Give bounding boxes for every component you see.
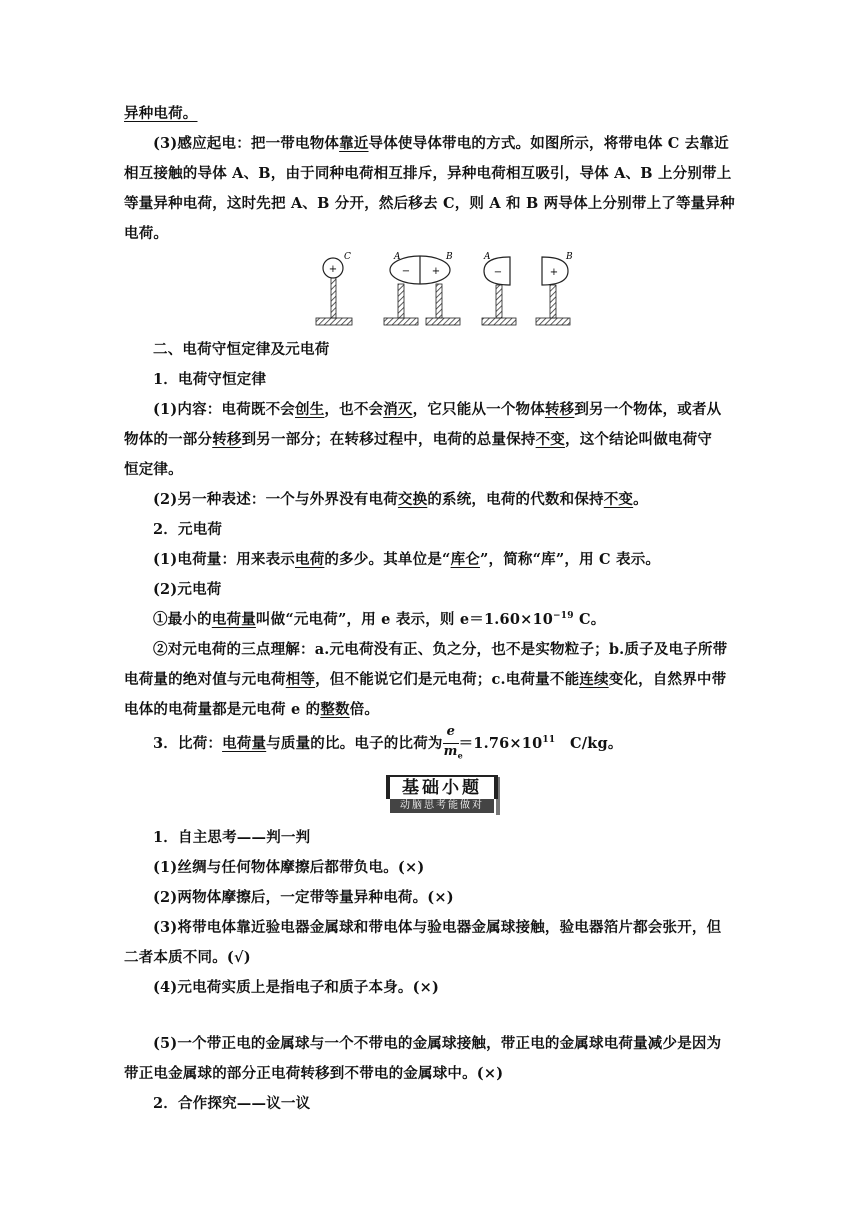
question-item: (3)将带电体靠近验电器金属球和带电体与验电器金属球接触，验电器箔片都会张开，但 bbox=[153, 919, 722, 936]
subsection-heading: 1．电荷守恒定律 bbox=[153, 371, 267, 388]
charged-body-c bbox=[316, 252, 352, 325]
conductor-b-separated bbox=[536, 252, 573, 325]
underlined-term: 相等 bbox=[285, 671, 316, 688]
underlined-term: 靠近 bbox=[339, 135, 369, 152]
text-span: ，这个结论叫做电荷守 bbox=[565, 431, 713, 448]
underlined-term: 消灭 bbox=[383, 401, 413, 418]
basic-questions-banner bbox=[386, 775, 502, 815]
text-span: (1)电荷量：用来表示 bbox=[153, 551, 296, 568]
underlined-term: 创生 bbox=[295, 401, 325, 418]
text-line: 相互接触的导体 A、B，由于同种电荷相互排斥，异种电荷相互吸引，导体 A、B 上分别带上 bbox=[124, 165, 732, 182]
induction-figure bbox=[310, 248, 580, 330]
question-item: (5)一个带正电的金属球与一个不带电的金属球接触，带正电的金属球电荷量减少是因为 bbox=[153, 1035, 722, 1052]
text-line bbox=[153, 550, 746, 570]
text-span: ，也不会 bbox=[324, 401, 384, 418]
underlined-term: 电荷量 bbox=[222, 735, 267, 752]
underlined-term: 电荷 bbox=[295, 551, 325, 568]
text-span: 变化，自然界中带 bbox=[608, 671, 727, 688]
text-span: 3．比荷： bbox=[153, 735, 223, 752]
text-span: 倍。 bbox=[349, 701, 380, 718]
text-line bbox=[124, 104, 746, 124]
text-line bbox=[153, 490, 746, 510]
text-line: 电荷。 bbox=[124, 225, 169, 242]
text-span: ，它只能从一个物体 bbox=[412, 401, 545, 418]
conductor-a-separated bbox=[482, 252, 516, 325]
label-b: B bbox=[446, 252, 453, 262]
text-span: 到另一部分；在转移过程中，电荷的总量保持 bbox=[241, 431, 536, 448]
text-span: 到另一个物体，或者从 bbox=[574, 401, 722, 418]
text-span: 电体的电荷量都是元电荷 e 的 bbox=[124, 701, 321, 718]
sign-label: + bbox=[431, 266, 441, 277]
banner-title: 基础小题 bbox=[386, 775, 498, 799]
question-item: (4)元电荷实质上是指电子和质子本身。(×) bbox=[153, 979, 440, 996]
question-item: (1)丝绸与任何物体摩擦后都带负电。(×) bbox=[153, 859, 425, 876]
text-span: ”，简称“库”，用 C 表示。 bbox=[479, 551, 661, 568]
text-line: 等量异种电荷，这时先把 A、B 分开，然后移去 C，则 A 和 B 两导体上分别带上了等量异种 bbox=[124, 195, 735, 212]
text-line-content: 异种电荷。 bbox=[124, 105, 198, 122]
exponent: −19 bbox=[553, 611, 574, 622]
text-span: (3)感应起电：把一带电物体 bbox=[153, 135, 340, 152]
text-span: 叫做“元电荷”，用 e 表示，则 e＝1.60×10 bbox=[255, 611, 554, 628]
subsection-heading: 2．元电荷 bbox=[153, 521, 223, 538]
underlined-term: 整数 bbox=[320, 701, 350, 718]
underlined-term: 不变 bbox=[535, 431, 566, 448]
sign-label: − bbox=[401, 266, 411, 277]
text-span: 的系统，电荷的代数和保持 bbox=[427, 491, 604, 508]
text-span: (2)另一种表述：一个与外界没有电荷 bbox=[153, 491, 398, 508]
label-b: B bbox=[566, 252, 573, 262]
question-item-continued: 带正电金属球的部分正电荷转移到不带电的金属球中。(×) bbox=[124, 1065, 504, 1082]
underlined-term: 不变 bbox=[603, 491, 634, 508]
underlined-term: 连续 bbox=[579, 671, 609, 688]
text-line bbox=[153, 724, 746, 761]
text-span: (1)内容：电荷既不会 bbox=[153, 401, 296, 418]
text-span: ，但不能说它们是元电荷；c.电荷量不能 bbox=[315, 671, 580, 688]
conductor-ab-joined bbox=[384, 252, 460, 325]
text-span: 电荷量的绝对值与元电荷 bbox=[124, 671, 286, 688]
sign-label: − bbox=[493, 267, 503, 278]
text-line: 恒定律。 bbox=[124, 461, 183, 478]
text-line bbox=[124, 430, 746, 450]
underlined-term: 转移 bbox=[212, 431, 242, 448]
text-span: C。 bbox=[573, 611, 606, 628]
underlined-term: 库仑 bbox=[450, 551, 480, 568]
subsection-heading: 2．合作探究——议一议 bbox=[153, 1095, 311, 1112]
text-span: 物体的一部分 bbox=[124, 431, 213, 448]
underlined-term: 交换 bbox=[397, 491, 428, 508]
banner-subtitle: 动脑思考能做对 bbox=[390, 799, 494, 813]
text-line bbox=[124, 700, 746, 720]
text-line bbox=[153, 610, 746, 630]
text-span: C/kg。 bbox=[555, 735, 623, 752]
text-span: ①最小的 bbox=[153, 611, 212, 628]
text-line bbox=[153, 400, 746, 420]
fraction-numerator: e bbox=[446, 724, 456, 739]
text-span: 与质量的比。电子的比荷为 bbox=[266, 735, 443, 752]
subsection-heading: 1．自主思考——判一判 bbox=[153, 829, 311, 846]
underlined-term: 转移 bbox=[544, 401, 575, 418]
text-line bbox=[153, 134, 746, 154]
sign-label: + bbox=[549, 267, 559, 278]
fraction-denominator: $m_e$ bbox=[443, 744, 463, 761]
text-line: (2)元电荷 bbox=[153, 581, 222, 598]
question-item: (2)两物体摩擦后，一定带等量异种电荷。(×) bbox=[153, 889, 454, 906]
text-span: 。 bbox=[633, 491, 648, 508]
exponent: 11 bbox=[542, 735, 556, 746]
text-span: 导体使导体带电的方式。如图所示，将带电体 C 去靠近 bbox=[368, 135, 729, 152]
fraction bbox=[443, 724, 463, 761]
label-a: A bbox=[484, 252, 491, 262]
text-span: 的多少。其单位是“ bbox=[324, 551, 451, 568]
text-line: ②对元电荷的三点理解：a.元电荷没有正、负之分，也不是实物粒子；b.质子及电子所带 bbox=[153, 641, 728, 658]
text-span: ＝1.76×10 bbox=[458, 735, 543, 752]
label-a: A bbox=[394, 252, 401, 262]
section-title: 二、电荷守恒定律及元电荷 bbox=[153, 341, 330, 358]
sign-label: + bbox=[328, 264, 338, 275]
question-item-continued: 二者本质不同。(√) bbox=[124, 949, 251, 966]
text-line bbox=[124, 670, 746, 690]
underlined-term: 电荷量 bbox=[211, 611, 256, 628]
label-c: C bbox=[344, 252, 351, 262]
